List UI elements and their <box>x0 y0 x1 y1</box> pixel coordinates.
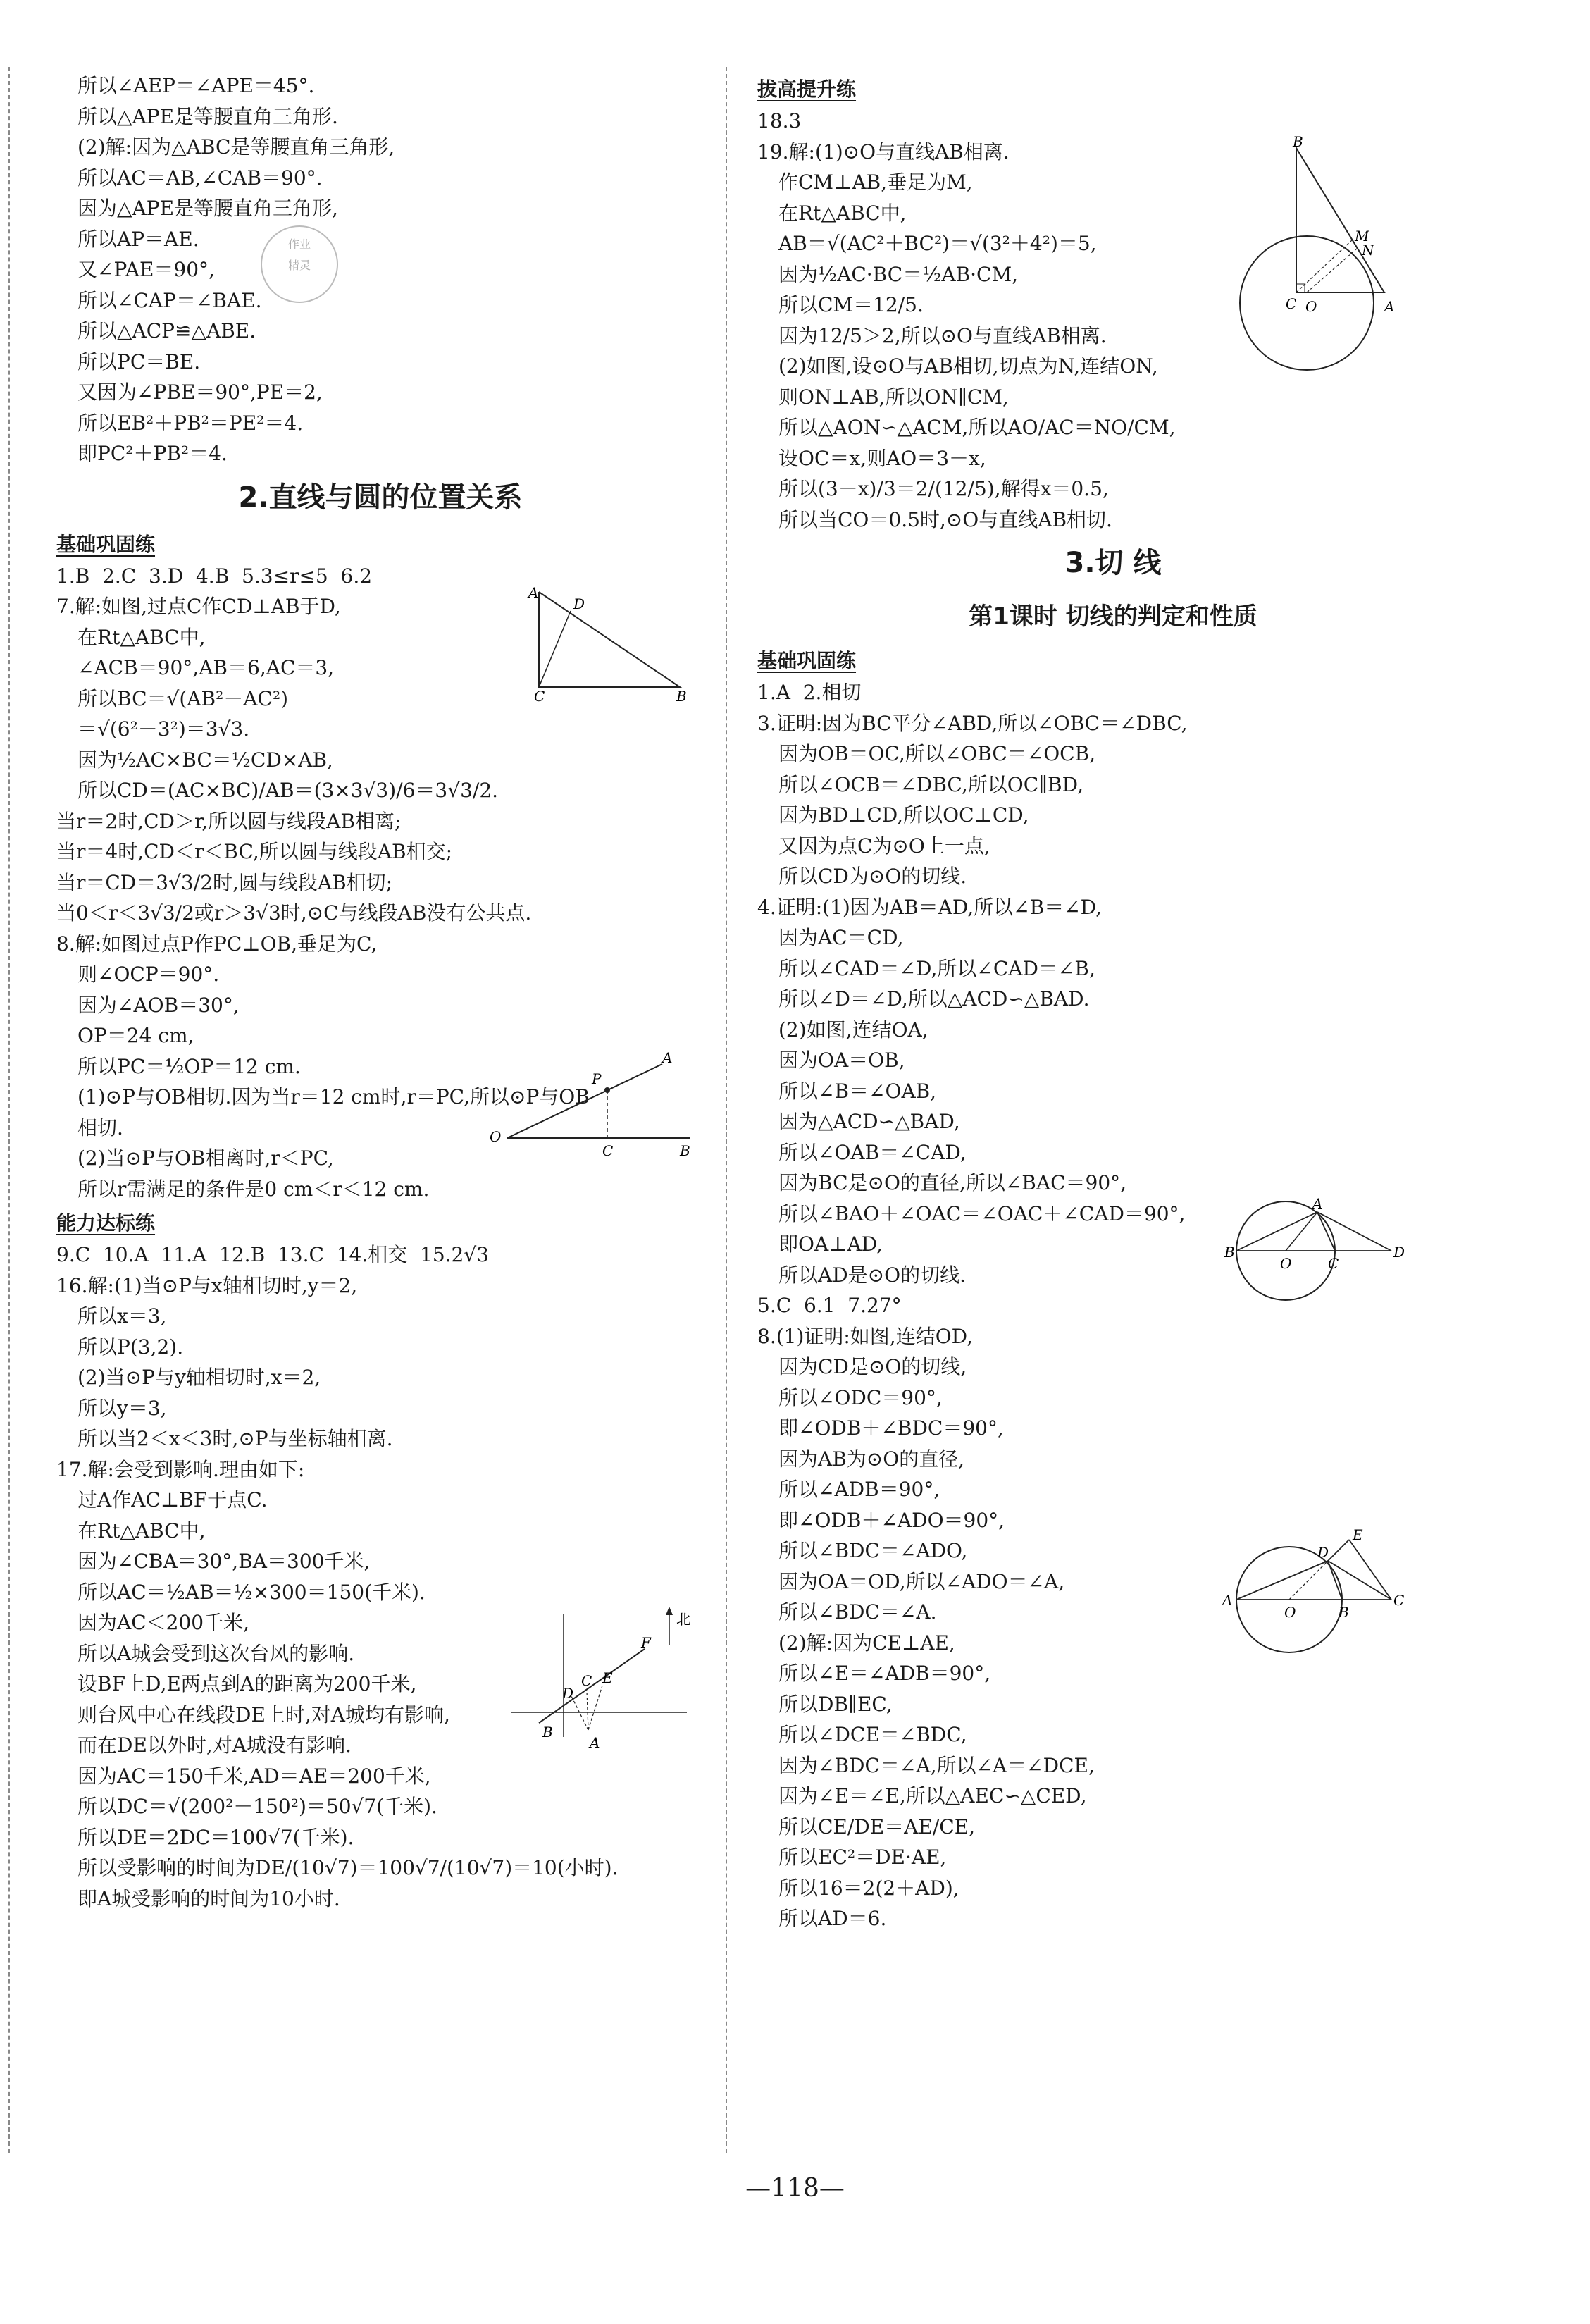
text-line: 作CM⊥AB,垂足为M, <box>778 171 973 194</box>
svg-text:E: E <box>1353 1526 1363 1543</box>
text-line: 所以受影响的时间为DE/(10√7)＝100√7/(10√7)＝10(小时). <box>77 1856 619 1879</box>
figure-circle-q8 <box>1222 1526 1409 1652</box>
svg-text:M: M <box>1355 228 1369 245</box>
column-divider <box>726 67 727 2153</box>
text-line: 所以∠AEP＝∠APE＝45°. <box>77 74 315 97</box>
text-line: 则台风中心在线段DE上时,对A城均有影响, <box>77 1702 450 1726</box>
text-line: 因为∠BDC＝∠A,所以∠A＝∠DCE, <box>778 1753 1095 1777</box>
svg-text:C: C <box>1328 1255 1339 1272</box>
text-line: 当r＝4时,CD＜r＜BC,所以圆与线段AB相交; <box>56 840 453 863</box>
solution-block <box>757 677 1469 1934</box>
text-line: 所以当2＜x＜3时,⊙P与坐标轴相离. <box>77 1427 393 1450</box>
text-line: 所以CE/DE＝AE/CE, <box>778 1815 976 1838</box>
text-line: 所以16＝2(2＋AD), <box>778 1876 959 1900</box>
text-line: 所以∠BDC＝∠A. <box>778 1600 937 1624</box>
section-label-advance: 拔高提升练 <box>757 78 857 101</box>
text-line: 因为BD⊥CD,所以OC⊥CD, <box>778 803 1029 827</box>
svg-text:B: B <box>676 688 687 705</box>
text-line: 所以∠ADB＝90°, <box>778 1478 940 1501</box>
text-line: 所以BC＝√(AB²－AC²) <box>77 686 289 710</box>
svg-text:B: B <box>1293 133 1303 150</box>
text-line: 在Rt△ABC中, <box>77 1519 206 1543</box>
text-line: 所以CD＝(AC×BC)/AB＝(3×3√3)/6＝3√3/2. <box>77 779 499 802</box>
svg-text:A: A <box>590 1734 600 1751</box>
text-line: ＝√(6²－3²)＝3√3. <box>77 717 250 741</box>
text-line: (1)⊙P与OB相切.因为当r＝12 cm时,r＝PC,所以⊙P与OB <box>77 1085 590 1108</box>
text-line: 所以∠OAB＝∠CAD, <box>778 1140 967 1164</box>
svg-text:D: D <box>1317 1544 1329 1561</box>
text-line: 又∠PAE＝90°, <box>77 258 215 281</box>
svg-text:O: O <box>490 1128 502 1145</box>
svg-text:B: B <box>1339 1604 1349 1621</box>
text-line: 所以∠DCE＝∠BDC, <box>778 1723 967 1746</box>
figure-coordinate-q17 <box>497 1607 701 1751</box>
text-line: 所以r需满足的条件是0 cm＜r＜12 cm. <box>77 1177 430 1201</box>
text-line: 18.3 <box>757 109 802 132</box>
text-line: 因为OA＝OD,所以∠ADO＝∠A, <box>778 1569 1065 1593</box>
text-line: 5.C 6.1 7.27° <box>757 1294 902 1317</box>
text-line: 所以∠E＝∠ADB＝90°, <box>778 1662 991 1685</box>
text-line: 所以△ACP≌△ABE. <box>77 319 256 342</box>
text-line: 因为AC＜200千米, <box>77 1611 249 1634</box>
text-line: 所以∠D＝∠D,所以△ACD∽△BAD. <box>778 987 1090 1010</box>
svg-text:D: D <box>573 595 585 612</box>
text-line: 所以CM＝12/5. <box>778 293 924 316</box>
text-line: 所以PC＝½OP＝12 cm. <box>77 1054 301 1078</box>
solution-block <box>56 1240 704 1914</box>
text-line: 17.解:会受到影响.理由如下: <box>56 1457 305 1481</box>
text-line: 所以EB²＋PB²＝PE²＝4. <box>77 411 304 435</box>
text-line: ∠ACB＝90°,AB＝6,AC＝3, <box>77 656 335 679</box>
text-line: 所以△APE是等腰直角三角形. <box>77 104 338 128</box>
text-line: 所以∠BDC＝∠ADO, <box>778 1539 968 1562</box>
text-line: 19.解:(1)⊙O与直线AB相离. <box>757 140 1010 163</box>
text-line: 所以△AON∽△ACM,所以AO/AC＝NO/CM, <box>778 416 1176 439</box>
svg-text:B: B <box>542 1724 553 1741</box>
text-line: 因为OB＝OC,所以∠OBC＝∠OCB, <box>778 742 1096 765</box>
text-line: (2)如图,设⊙O与AB相切,切点为N,连结ON, <box>778 354 1158 378</box>
svg-text:C: C <box>534 688 545 705</box>
svg-text:A: A <box>528 584 539 601</box>
text-line: 因为½AC·BC＝½AB·CM, <box>778 262 1019 286</box>
section-title: 3.切 线 <box>1064 547 1162 579</box>
text-line: 即A城受影响的时间为10小时. <box>77 1886 340 1910</box>
text-line: 当0＜r＜3√3/2或r＞3√3时,⊙C与线段AB没有公共点. <box>56 901 532 925</box>
text-line: 1.B 2.C 3.D 4.B 5.3≤r≤5 6.2 <box>56 564 373 588</box>
text-line: 即∠ODB＋∠BDC＝90°, <box>778 1416 1004 1440</box>
text-line: (2)解:因为CE⊥AE, <box>778 1631 955 1655</box>
text-line: 16.解:(1)当⊙P与x轴相切时,y＝2, <box>56 1273 358 1297</box>
text-line: 当r＝2时,CD＞r,所以圆与线段AB相离; <box>56 809 402 833</box>
svg-text:B: B <box>680 1142 690 1159</box>
text-line: 8.(1)证明:如图,连结OD, <box>757 1324 974 1348</box>
svg-text:O: O <box>1305 298 1317 315</box>
text-line: 则∠OCP＝90°. <box>77 963 220 986</box>
svg-text:A: A <box>1222 1592 1233 1609</box>
text-line: 所以∠B＝∠OAB, <box>778 1079 937 1103</box>
text-line: 所以PC＝BE. <box>77 350 201 373</box>
margin-divider <box>8 67 10 2153</box>
figure-circle-q19 <box>1236 133 1441 381</box>
text-line: 所以(3－x)/3＝2/(12/5),解得x＝0.5, <box>778 477 1109 500</box>
section-title: 2.直线与圆的位置关系 <box>238 481 523 514</box>
text-line: (2)如图,连结OA, <box>778 1018 928 1042</box>
text-line: OP＝24 cm, <box>77 1024 194 1047</box>
text-line: 所以AP＝AE. <box>77 227 199 251</box>
svg-text:O: O <box>1284 1604 1296 1621</box>
text-line: 所以P(3,2). <box>77 1335 184 1359</box>
text-line: 因为12/5＞2,所以⊙O与直线AB相离. <box>778 323 1107 347</box>
text-line: 即OA⊥AD, <box>778 1232 883 1256</box>
svg-text:F: F <box>641 1634 651 1651</box>
text-line: 又因为∠PBE＝90°,PE＝2, <box>77 381 323 404</box>
lesson-title: 第1课时 切线的判定和性质 <box>969 602 1257 631</box>
svg-text:E: E <box>602 1669 613 1686</box>
svg-text:C: C <box>602 1142 614 1159</box>
text-line: 所以A城会受到这次台风的影响. <box>77 1641 355 1665</box>
text-line: 所以AD是⊙O的切线. <box>778 1263 966 1287</box>
text-line: (2)当⊙P与y轴相切时,x＝2, <box>77 1366 321 1389</box>
text-line: 所以∠BAO＋∠OAC＝∠OAC＋∠CAD＝90°, <box>778 1201 1186 1225</box>
text-line: 所以EC²＝DE·AE, <box>778 1846 947 1869</box>
section-label-basic: 基础巩固练 <box>757 649 857 672</box>
svg-text:D: D <box>1393 1244 1405 1261</box>
text-line: 所以当CO＝0.5时,⊙O与直线AB相切. <box>778 507 1112 531</box>
text-line: 因为∠CBA＝30°,BA＝300千米, <box>77 1550 371 1573</box>
text-line: 所以y＝3, <box>77 1396 167 1420</box>
figure-triangle-q7 <box>528 585 690 705</box>
section-label-ability: 能力达标练 <box>56 1211 156 1235</box>
text-line: 所以∠CAD＝∠D,所以∠CAD＝∠B, <box>778 956 1095 980</box>
text-line: 所以x＝3, <box>77 1304 167 1328</box>
svg-text:C: C <box>1393 1592 1405 1609</box>
svg-text:C: C <box>581 1672 592 1689</box>
text-line: 4.证明:(1)因为AB＝AD,所以∠B＝∠D, <box>757 895 1103 919</box>
text-line: 所以∠OCB＝∠DBC,所以OC∥BD, <box>778 772 1083 796</box>
text-line: 当r＝CD＝3√3/2时,圆与线段AB相切; <box>56 870 393 894</box>
text-line: 9.C 10.A 11.A 12.B 13.C 14.相交 15.2√3 <box>56 1243 490 1266</box>
svg-text:O: O <box>1280 1255 1292 1272</box>
text-line: 所以DB∥EC, <box>778 1692 893 1716</box>
figure-angle-q8 <box>486 1049 697 1159</box>
text-line: 设BF上D,E两点到A的距离为200千米, <box>77 1672 417 1695</box>
text-line: (2)解:因为△ABC是等腰直角三角形, <box>77 135 395 159</box>
text-line: 因为∠E＝∠E,所以△AEC∽△CED, <box>778 1784 1087 1807</box>
text-line: 所以DE＝2DC＝100√7(千米). <box>77 1825 354 1849</box>
svg-text:A: A <box>1312 1195 1323 1212</box>
text-line: 因为AC＝150千米,AD＝AE＝200千米, <box>77 1764 431 1788</box>
text-line: 所以∠CAP＝∠BAE. <box>77 288 262 312</box>
svg-text:B: B <box>1224 1244 1235 1261</box>
text-line: 因为∠AOB＝30°, <box>77 993 240 1017</box>
text-line: 7.解:如图,过点C作CD⊥AB于D, <box>56 595 341 618</box>
text-line: 因为△APE是等腰直角三角形, <box>77 197 338 220</box>
text-line: 在Rt△ABC中, <box>77 625 206 649</box>
svg-text:D: D <box>562 1685 574 1702</box>
text-line: 因为OA＝OB, <box>778 1049 905 1072</box>
text-line: 因为BC是⊙O的直径,所以∠BAC＝90°, <box>778 1171 1127 1194</box>
svg-text:C: C <box>1286 295 1297 312</box>
figure-circle-q4 <box>1222 1195 1405 1297</box>
text-line: 所以DC＝√(200²－150²)＝50√7(千米). <box>77 1795 437 1818</box>
text-line: 即PC²＋PB²＝4. <box>77 442 228 465</box>
text-line: 所以CD为⊙O的切线. <box>778 865 967 888</box>
text-line: 因为AB为⊙O的直径, <box>778 1447 965 1471</box>
text-line: 因为△ACD∽△BAD, <box>778 1110 960 1133</box>
watermark-stamp: 作业 精灵 <box>261 225 338 303</box>
svg-text:P: P <box>592 1070 602 1087</box>
text-line: 所以AD＝6. <box>778 1907 887 1930</box>
text-line: 在Rt△ABC中, <box>778 201 907 225</box>
text-line: AB＝√(AC²＋BC²)＝√(3²＋4²)＝5, <box>778 232 1097 255</box>
text-line: (2)当⊙P与OB相离时,r＜PC, <box>77 1146 334 1170</box>
text-line: 所以AC＝AB,∠CAB＝90°. <box>77 166 323 190</box>
text-line: 则ON⊥AB,所以ON∥CM, <box>778 385 1009 409</box>
svg-text:N: N <box>1362 242 1374 259</box>
text-line: 过A作AC⊥BF于点C. <box>77 1488 268 1512</box>
text-line: 因为CD是⊙O的切线, <box>778 1355 967 1378</box>
page-number: —118— <box>745 2174 845 2203</box>
text-line: 又因为点C为⊙O上一点, <box>778 834 990 858</box>
solution-block <box>56 70 704 469</box>
text-line: 1.A 2.相切 <box>757 681 862 704</box>
text-line: 设OC＝x,则AO＝3－x, <box>778 446 986 470</box>
text-line: 相切. <box>77 1115 123 1139</box>
section-label-basic: 基础巩固练 <box>56 532 156 556</box>
text-line: 所以∠ODC＝90°, <box>778 1385 943 1409</box>
svg-text:A: A <box>1384 298 1395 315</box>
svg-text:北: 北 <box>676 1611 690 1628</box>
text-line: 因为½AC×BC＝½CD×AB, <box>77 748 333 772</box>
text-line: 而在DE以外时,对A城没有影响. <box>77 1733 352 1757</box>
text-line: 即∠ODB＋∠ADO＝90°, <box>778 1508 1005 1532</box>
text-line: 因为AC＝CD, <box>778 926 904 949</box>
svg-text:A: A <box>662 1049 673 1066</box>
text-line: 8.解:如图过点P作PC⊥OB,垂足为C, <box>56 932 378 956</box>
text-line: 所以AC＝½AB＝½×300＝150(千米). <box>77 1580 426 1604</box>
text-line: 3.证明:因为BC平分∠ABD,所以∠OBC＝∠DBC, <box>757 711 1188 735</box>
